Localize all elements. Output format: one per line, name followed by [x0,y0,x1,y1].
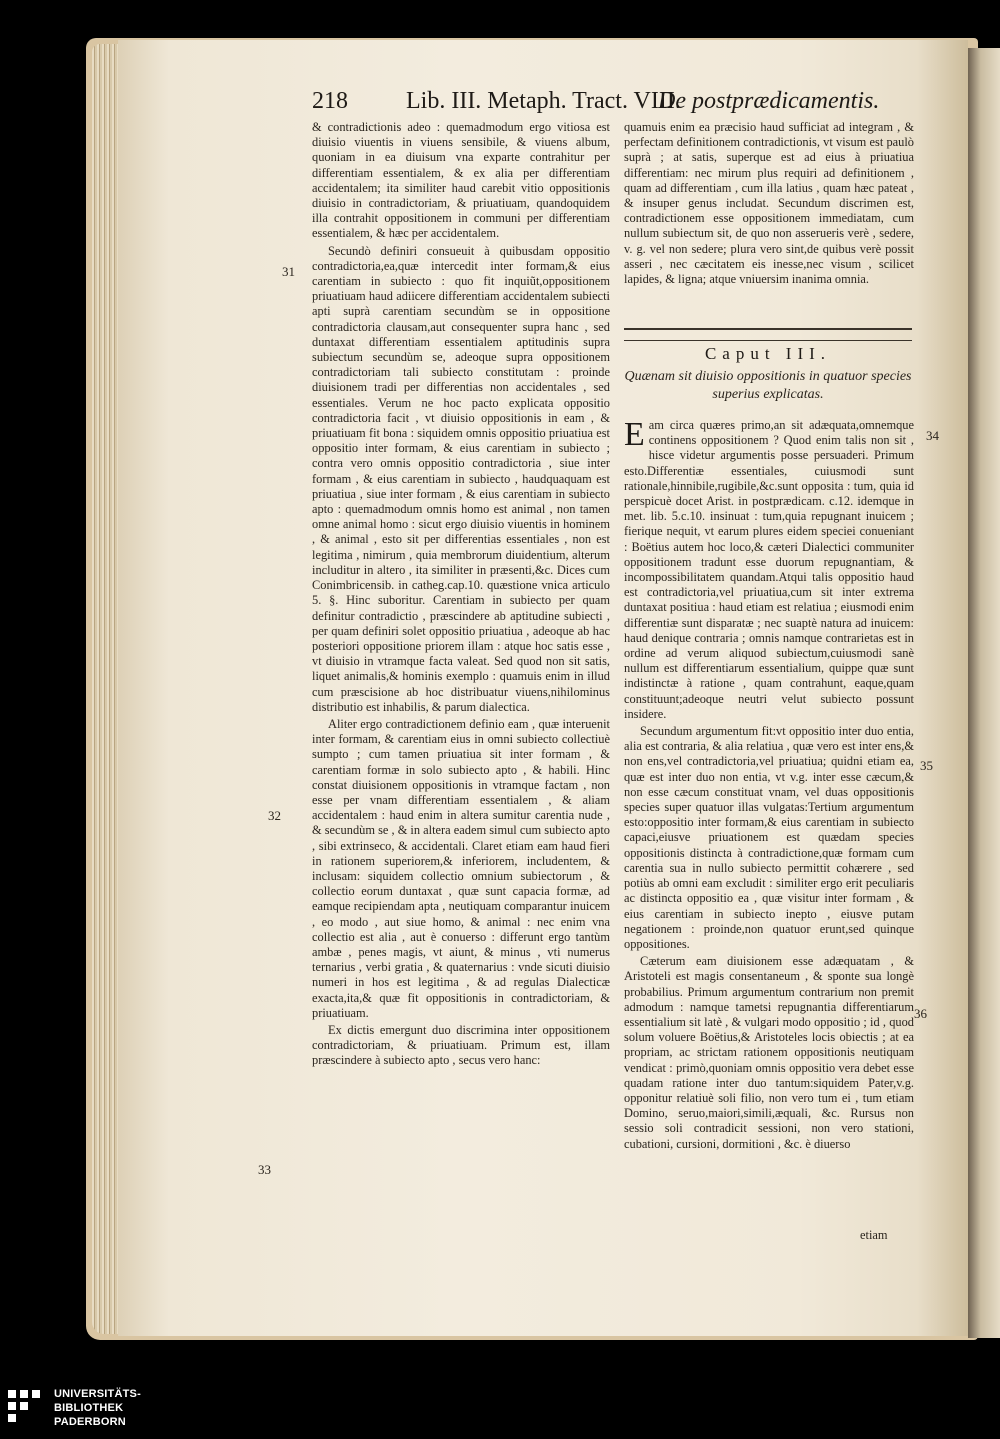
paragraph: Secundò definiri consueuit à quibusdam oppositio contradictoria,ea,quæ intercedit inter formam,& eius carentiam in subiecto : quo fit inquiũt,oppositionem priuatiuam haud adiicere differentiam accidentalem subiecti apti suprà carentiam secundùm se in oppositione contradictoria clausam,aut consequenter supra hanc , sed duntaxat differentiam essentialem aptitudinis supra subiectum secundùm se, adeoque supra oppositionem contradictoriam tali subiecto constitutam : proinde diuisionem tradi per differentias non accidentales , sed essentiales. Verum ne hoc pacto explicata oppositio contradictoria facit , vt diuisio oppositionis in eam , & priuatiuam fit bona : siquidem omnis oppositio priuatiua est oppositio inter formam, & eius carentiam in subiecto ; contra vero omnis oppositio contradictoria , siue inter formam , & eius carentiam in subiecto , haudquaquam est priuatiua , siue inter formam , & eius carentiam in subiecto apto : quemadmodum omnis homo est animal , non tamen omne animal homo : sicut ergo diuisio viuentis in hominem , & animal , esto sit per differentias essentiales , non est legitima , nimirum , quia membrorum diuidentium, alterum includitur in altero , ita similiter in præsenti,&c. Dices cum Conimbricensib. in catheg.cap.10. quæstione vnica articulo 5. §. Hinc suboritur. Carentiam in subiecto per quam definitur contradictio , præscindere ab aptitudine subiecti , per quam definiri solet oppositio priuatiua , adeoque ab hac posteriori oppositione priorem illam : atque hoc satis esse , vt diuisio in vtramque facta valeat. Sed quod non sit satis, liquet animalis,& hominis exemplo : quamuis enim in illud cum præscisione ab hoc distribuatur viuens,nihilominus distributio est inhabilis, & parum dialectica. [312,243,610,714]
paragraph: quamuis enim ea præcisio haud sufficiat ad integram , & perfectam definitionem contradictionis, vt visum est paulò suprà ; at satis, superque est ad eius à priuatiua differentiam: nec mirum plus requiri ad definitionem , quam ad differentiam , cum illa latius , quam hæc pateat , & insuper genus includat. Secundum discrimen est, contradictionem esse oppositionem immediatam, cum nullum subiectum sit, de quo non asserueris verè , sedere, v. g. vel non sedere; plura vero sint,de quibus verè possit asseri , nec cæcitatem eis inesse,nec visum , scilicet lapides, & ligna; atque vniuersim inanima omnia. [624,120,914,287]
stamp-line: UNIVERSITÄTS- [54,1388,141,1400]
running-head [312,88,880,122]
logo-square [20,1390,28,1398]
logo-square [8,1402,16,1410]
facing-page-edge [968,48,1000,1338]
paragraph: & contradictionis adeo : quemadmodum ergo vitiosa est diuisio viuentis in viuens sensibile, & viuens album, quoniam in ea diuisum vna exparte contrahitur per differentiam essentialem, & ex alia per differentiam accidentalem; ita similiter haud carebit vitio oppositionis diuisio in contradictoriam, & priuatiuam, quandoquidem illa contrahit oppositionem in communi per differentiam essentialem, & hæc per accidentalem. [312,120,610,241]
chapter-heading: Caput III. [704,344,832,363]
paragraph-text: am circa quæres primo,an sit adæquata,omnemque continens oppositionem ? Quod enim talis non sit , hisce videtur argumentis posse persuaderi. Primum esto.Differentiæ essentiales, cuiusmodi sunt rationale,hinnibile,rugibile,&c.sunt opposita : tum, quia id perspicuè docet Arist. in postprædicam. c.12. idemque in met. lib. 5.c.10. insinuat : tum,quia repugnant inuicem ; fierique nequit, vt earum plures eidem speciei conueniant : Boëtius autem hoc loco,& cæteri Dialectici communiter oppositionem tradunt esse duorum repugnantiam, & incompossibilitatem quandam.Atqui talis oppositio haud est contradictoria,vel priuatiua,cum sit inter extrema duntaxat positiua : haud etiam est relatiua ; eiusmodi enim differentiæ sunt disparatæ ; nec suaptè natura ad inuicem: haud denique contraria ; omnis namque contrarietas est in ordine ad verum aliquod subiectum,cuiusmodi sanè nullum est differentiarum essentialium, quippe quæ sunt indistinctæ à ratione , quam contrahunt, eaque,quam constituunt;adeoque neutri velut subiecto possunt insidere. [624,418,914,721]
page-number: 218 [312,88,348,114]
margin-number: 36 [914,1006,927,1021]
library-stamp [0,1386,150,1436]
paragraph: Aliter ergo contradictionem definio eam , quæ interuenit inter formam, & carentiam eius in omni subiecto collectiuè sumpto ; cum tamen priuatiua sit inter formam , & carentiam formæ in solo subiecto apto , & habili. Hinc constat diuisionem oppositionis in vtramque factam , non esse per vnam differentiam essentialem , & aliam accidentalem : haud enim in altera sumitur carentia nude , & secundùm se , & in altera eadem simul cum subiecto apto , sibi extrinseco, & accidentali. Claret etiam eam haud fieri in rationem superiorem,& inferiorem, includentem, & inclusam: siquidem collectio omnium subiectorum , & collectio eorum duntaxat , quæ sunt capacia formæ, ad eamque recipiendam apta , neutiquam comparantur inuicem , eo modo , aut siue homo, & animal : nec enim vna collectio est alia , aut è conuerso : differunt ergo tantùm ambæ , penes magis, vt aiunt, & minus , vti numerus ternarius , verbi gratia , & quaternarius : vnde sicuti diuisio numeri in hos est legitima , & ad regulas Dialecticæ exacta,ita,& quæ fit oppositionis in contradictoriam, & priuatiuam. [312,716,610,1020]
margin-number: 32 [268,808,281,823]
logo-square [32,1390,40,1398]
margin-number: 35 [920,758,933,773]
paragraph: Ex dictis emergunt duo discrimina inter oppositionem contradictoriam, & priuatiuam. Primum est, illam præscindere à subiecto apto , secus vero hanc: [312,1022,610,1068]
right-column-body [624,418,914,1152]
logo-square [8,1414,16,1422]
right-column-top [624,120,914,287]
margin-number: 34 [926,428,939,443]
logo-square [8,1390,16,1398]
drop-cap: E [624,416,645,453]
margin-number: 33 [258,1162,271,1177]
paragraph: Cæterum eam diuisionem esse adæquatam , & Aristoteli est magis consentaneum , & sponte sua longè probabilius. Primum argumentum contrarium non premit admodum : namque tametsi repugnantia differentiarum essentialium sit latè , & vulgari modo oppositio ; id , quod solum voluere Boëtius,& Aristoteles locis obiectis ; at ea propriam, ac strictam rationem oppositionis neutiquam vendicat : primò,quoniam omnis oppositio vera debet esse quadam ratione inter duo tantum:siquidem Pater,v.g. opponitur relatiuè soli filio, non vero tum ei , tum etiam Domino, seruo,maiori,simili,æquali, &c. Rursus non sessio soli contradicit sessioni, non vero stationi, cubationi, cursioni, dormitioni , &c. è diuerso [624,954,914,1151]
section-rule [624,328,912,341]
catchword: etiam [860,1228,888,1242]
chapter-title: Quænam sit diuisio oppositionis in quatuor species superius explicatas. [624,369,912,402]
margin-number: 31 [282,264,295,279]
paragraph [624,418,914,722]
left-column [312,120,610,1069]
stamp-line: BIBLIOTHEK [54,1402,124,1414]
running-title: Lib. III. Metaph. Tract. VIII. [406,88,681,114]
stamp-line: PADERBORN [54,1416,126,1428]
paragraph: Secundum argumentum fit:vt oppositio inter duo entia, alia est contraria, & alia relatiua , quæ vero est inter ens,& non ens,vel contradictoria,vel priuatiua; quidni etiam ea, quæ est inter duo non entia, vt v.g. inter esse cæcum,& non esse cæcum constituat vnam, vel duas oppositionis species super quatuor illas vulgatas:Tertium argumentum esto:oppositio inter formam,& eius carentiam in subiecto capaci,eiusve priuationem est quædam species oppositionis distincta à contradictione,quæ formam cum carentia sua in nullo subiecto permittit cohærere , sed potiùs ab omni eam excludit : similiter ergo erit peculiaris ac distincta oppositio ea , quæ visitur inter formam , & eius carentiam in subiecto inepto , eiusve putam negationem : proinde,non quatuor erunt,sed quinque oppositiones. [624,724,914,951]
logo-square [20,1402,28,1410]
running-subject: De postprædicamentis. [658,88,880,114]
